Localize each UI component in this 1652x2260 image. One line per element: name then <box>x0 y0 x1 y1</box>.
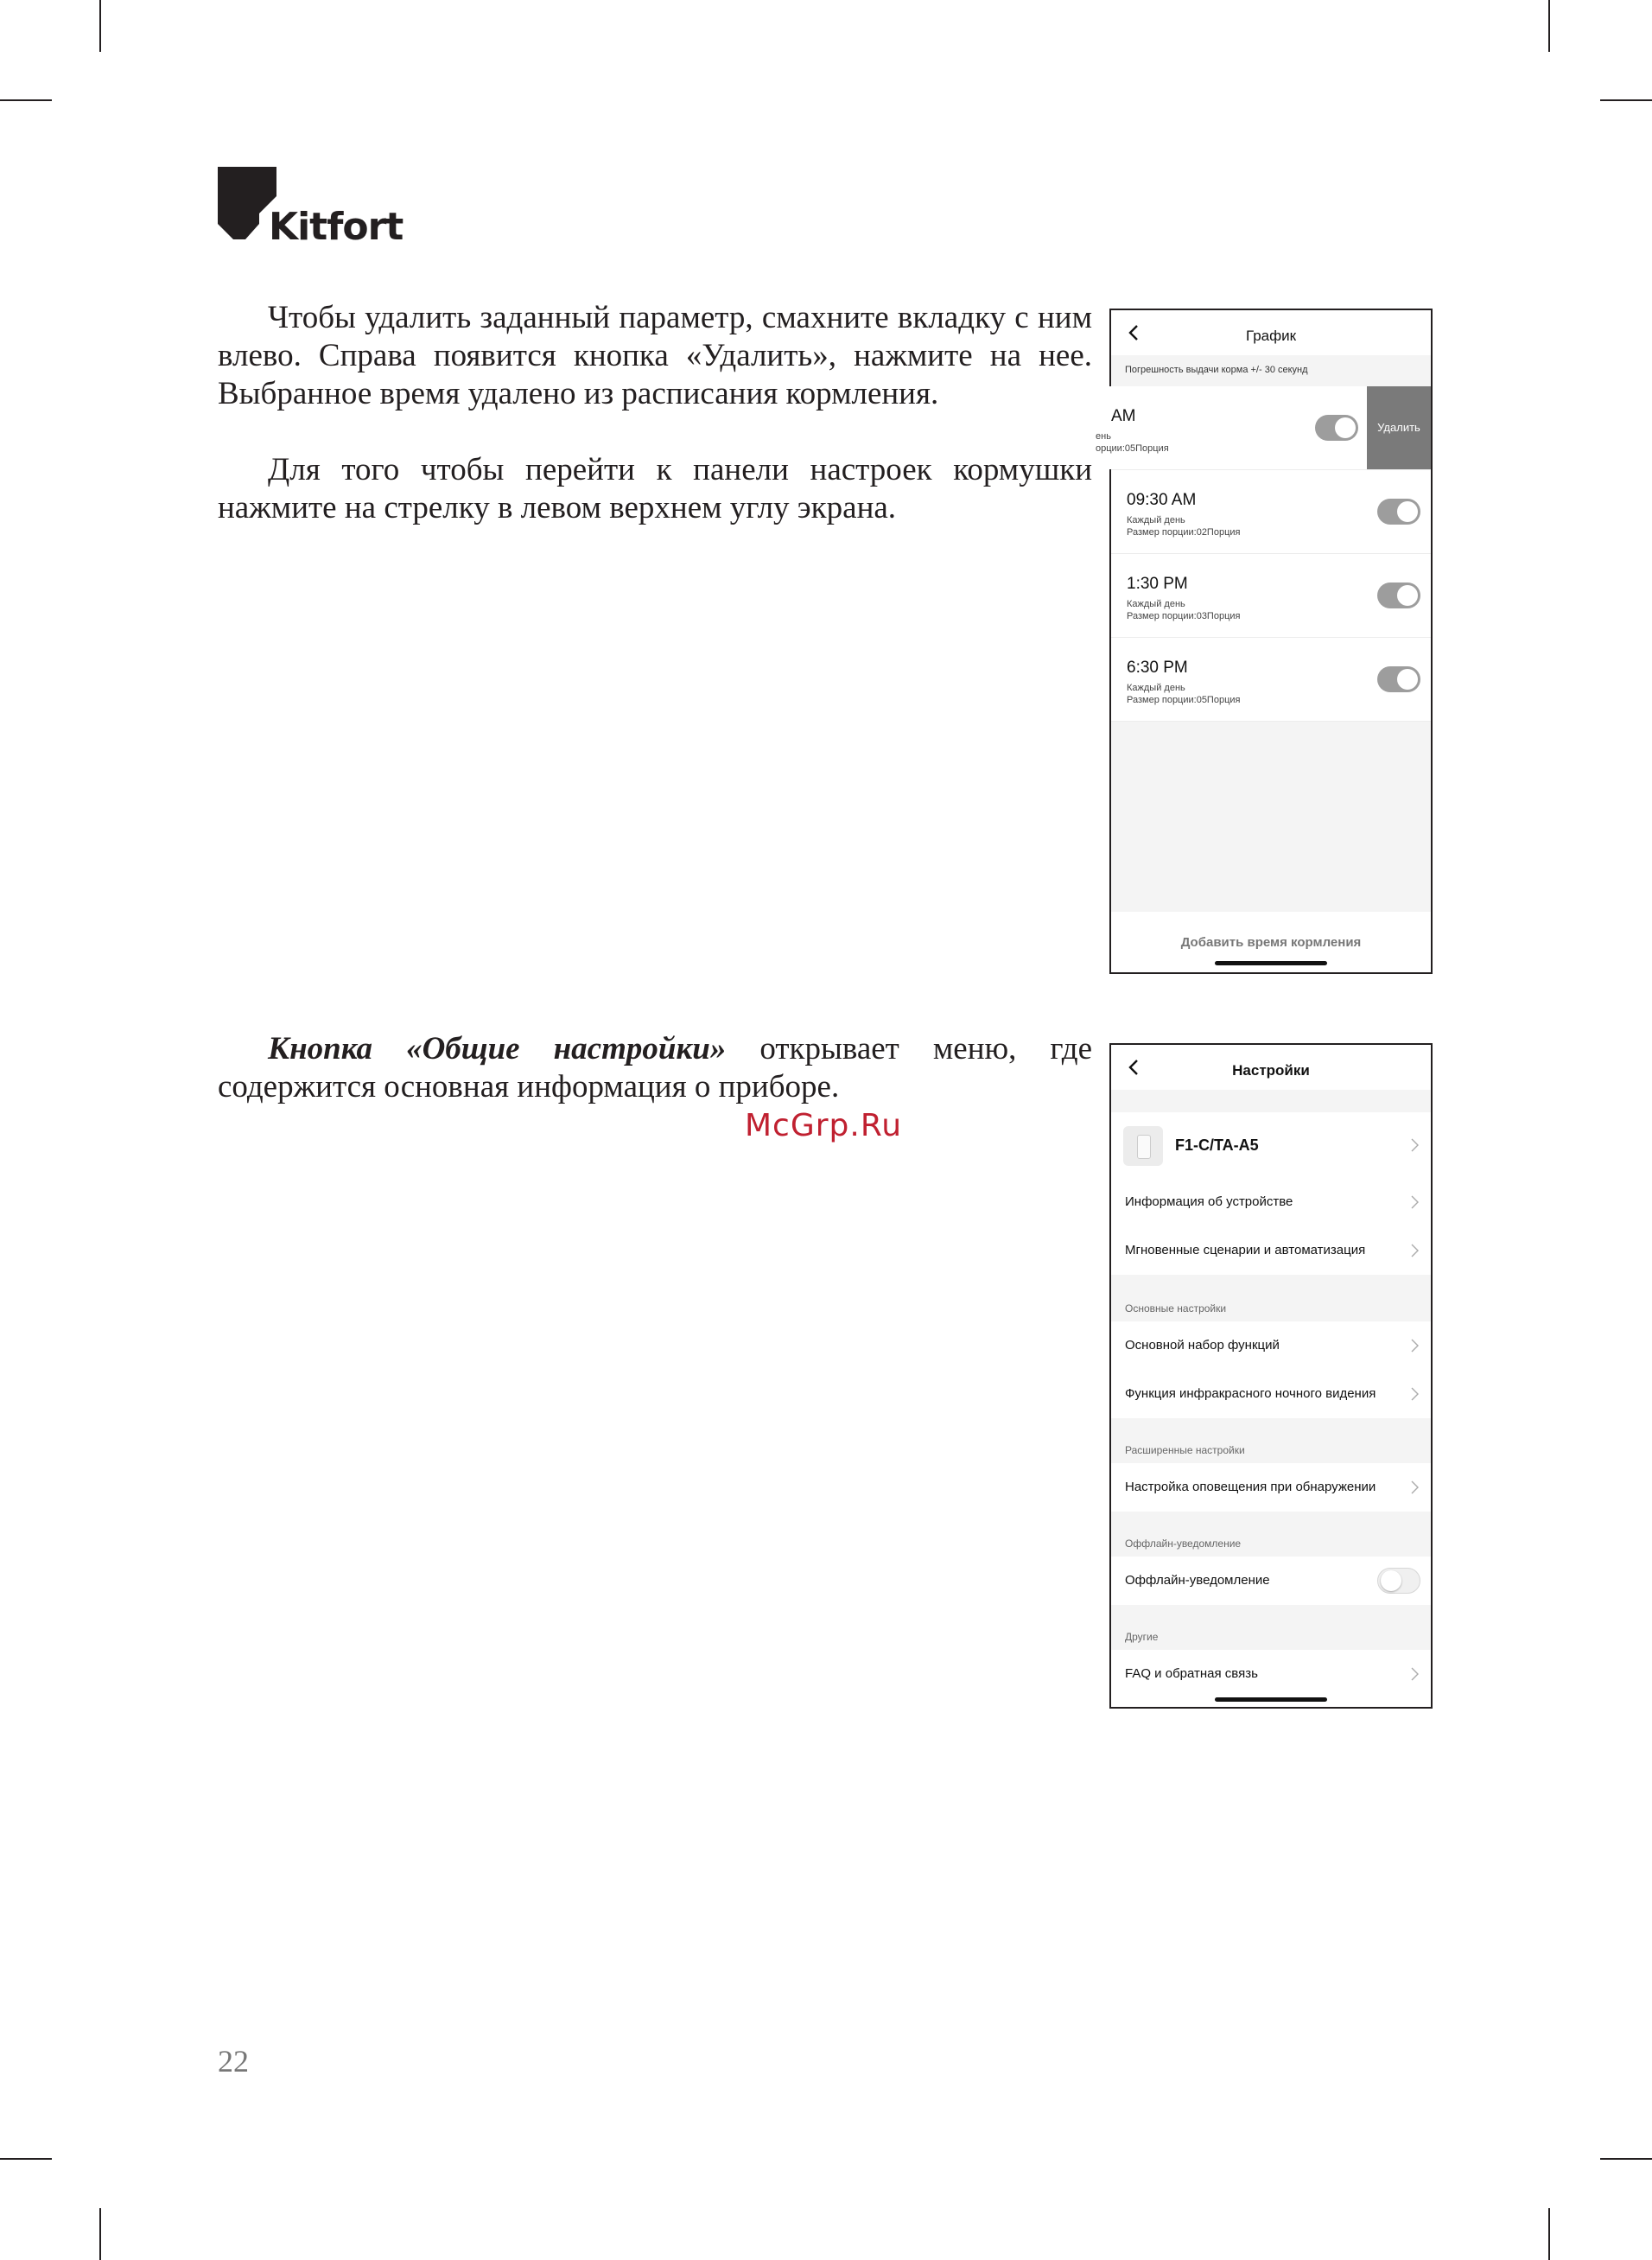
section-other: Другие <box>1125 1631 1159 1643</box>
section-advanced: Расширенные настройки <box>1125 1444 1245 1456</box>
schedule-toggle[interactable] <box>1377 583 1420 608</box>
paragraph-delete: Чтобы удалить заданный параметр, смахните вкладку с ним влево. Справа появится кнопка «Удалить», нажмите на нее. Выбранное время удалено из расписания кормления. <box>218 300 1092 411</box>
home-indicator <box>1215 1697 1327 1702</box>
schedule-toggle[interactable] <box>1377 666 1420 692</box>
chevron-right-icon <box>1411 1480 1419 1494</box>
schedule-title: График <box>1245 328 1297 344</box>
crop-mark <box>0 2158 52 2160</box>
schedule-item[interactable] <box>1111 470 1431 554</box>
watermark: McGrp.Ru <box>745 1108 903 1143</box>
device-info-label: Информация об устройстве <box>1125 1194 1293 1209</box>
detection-alert-row[interactable] <box>1111 1463 1431 1512</box>
settings-header <box>1111 1045 1431 1090</box>
chevron-right-icon <box>1411 1195 1419 1209</box>
chevron-right-icon <box>1411 1667 1419 1681</box>
crop-mark <box>0 99 52 101</box>
faq-label: FAQ и обратная связь <box>1125 1666 1258 1681</box>
crop-mark <box>1548 2208 1550 2260</box>
device-name: F1-C/TA-A5 <box>1175 1136 1259 1154</box>
crop-mark <box>1600 2158 1652 2160</box>
offline-notification-toggle[interactable] <box>1377 1568 1420 1594</box>
schedule-header <box>1111 310 1431 355</box>
settings-title: Настройки <box>1232 1062 1310 1079</box>
offline-notification-label: Оффлайн-уведомление <box>1125 1573 1270 1588</box>
schedule-repeat: Каждый день <box>1127 599 1185 609</box>
swiped-content <box>1096 386 1367 469</box>
schedule-screen <box>1096 309 1433 974</box>
paragraph-back: Для того чтобы перейти к панели настроек кормушки нажмите на стрелку в левом верхнем углу экрана. <box>218 452 1092 525</box>
chevron-right-icon <box>1411 1138 1419 1152</box>
detection-alert-label: Настройка оповещения при обнаружении <box>1125 1480 1376 1494</box>
general-settings-desc: открывает меню, где содержится основная информация о приборе. <box>218 1031 1093 1105</box>
crop-mark <box>1600 99 1652 101</box>
schedule-time: 6:30 PM <box>1127 659 1188 677</box>
device-row[interactable] <box>1111 1112 1431 1178</box>
add-feeding-time-button[interactable]: Добавить время кормления <box>1111 912 1431 972</box>
chevron-right-icon <box>1411 1387 1419 1401</box>
scenarios-row[interactable] <box>1111 1226 1431 1275</box>
schedule-time: 1:30 PM <box>1127 575 1188 593</box>
schedule-repeat: Каждый день <box>1127 515 1185 525</box>
paragraph-general-settings <box>218 1030 1092 1106</box>
general-settings-term: Кнопка «Общие настройки» <box>268 1031 727 1066</box>
offline-notification-row <box>1111 1557 1431 1605</box>
schedule-repeat: ень <box>1096 431 1111 442</box>
night-vision-row[interactable] <box>1111 1370 1431 1418</box>
feed-accuracy-note: Погрешность выдачи корма +/- 30 секунд <box>1111 355 1431 385</box>
chevron-right-icon <box>1411 1339 1419 1353</box>
schedule-portion: Размер порции:02Порция <box>1127 527 1241 538</box>
section-basic: Основные настройки <box>1125 1302 1227 1315</box>
night-vision-label: Функция инфракрасного ночного видения <box>1125 1386 1376 1401</box>
crop-mark <box>99 2208 101 2260</box>
schedule-toggle[interactable] <box>1377 499 1420 525</box>
schedule-repeat: Каждый день <box>1127 683 1185 693</box>
schedule-item-swiped[interactable] <box>1096 386 1431 470</box>
crop-mark <box>99 0 101 52</box>
schedule-time: AM <box>1111 407 1136 425</box>
schedule-item[interactable] <box>1111 554 1431 638</box>
device-thumbnail-icon <box>1123 1126 1163 1166</box>
crop-mark <box>1548 0 1550 52</box>
delete-button[interactable]: Удалить <box>1367 386 1431 469</box>
schedule-list <box>1096 386 1431 722</box>
home-indicator <box>1215 961 1327 965</box>
brand-name: Kitfort <box>269 205 403 249</box>
section-offline: Оффлайн-уведомление <box>1125 1537 1242 1550</box>
chevron-right-icon <box>1411 1244 1419 1257</box>
schedule-toggle[interactable] <box>1315 415 1358 441</box>
schedule-portion: Размер порции:05Порция <box>1127 695 1241 705</box>
basic-functions-label: Основной набор функций <box>1125 1338 1280 1353</box>
schedule-item[interactable] <box>1111 638 1431 722</box>
settings-screen <box>1109 1043 1433 1709</box>
scenarios-label: Мгновенные сценарии и автоматизация <box>1125 1243 1366 1257</box>
device-info-row[interactable] <box>1111 1178 1431 1226</box>
page-number: 22 <box>218 2044 249 2079</box>
schedule-portion: Размер порции:03Порция <box>1127 611 1241 621</box>
schedule-portion: орции:05Порция <box>1096 443 1169 454</box>
basic-functions-row[interactable] <box>1111 1321 1431 1370</box>
schedule-time: 09:30 AM <box>1127 491 1197 509</box>
